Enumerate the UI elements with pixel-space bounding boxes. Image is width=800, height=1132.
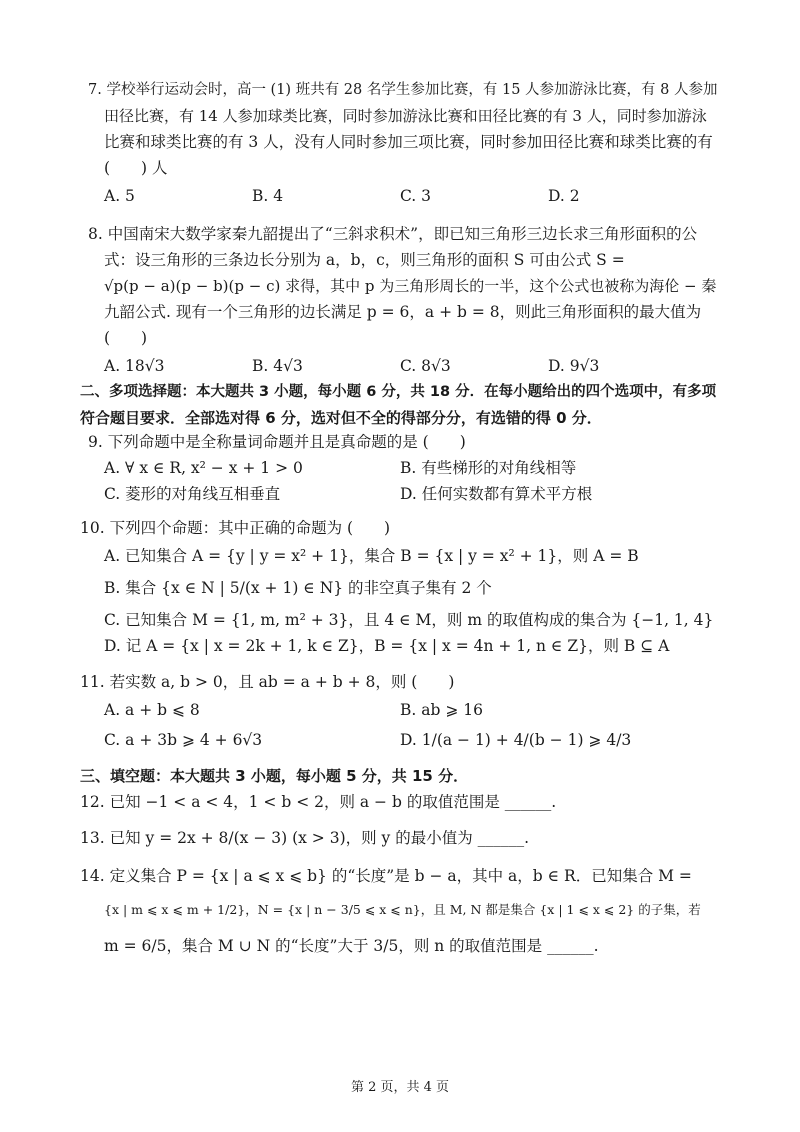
q7-line-3: 比赛和球类比赛的有 3 人，没有人同时参加三项比赛，同时参加田径比赛和球类比赛的有 [104,133,713,151]
q14-line-2: {x | m ⩽ x ⩽ m + 1/2}，N = {x | n − 3/5 ⩽ x ⩽ n}，且 M, N 都是集合 {x | 1 ⩽ x ⩽ 2} 的子集，若 [104,902,701,917]
q8-option-d: D. 9√3 [548,357,600,375]
q7-line-4: ( ) 人 [104,159,168,177]
page-footer: 第 2 页，共 4 页 [350,1080,450,1095]
q8-line-5: ( ) [104,329,148,347]
q7-line-1: 7. 学校举行运动会时，高一 (1) 班共有 28 名学生参加比赛，有 15 人参加游泳比赛，有 8 人参加 [88,82,718,98]
q9-option-c: C. 菱形的对角线互相垂直 [104,485,281,503]
q8-option-a: A. 18√3 [104,357,165,375]
q14-line-3: m = 6/5，集合 M ∪ N 的“长度”大于 3/5，则 n 的取值范围是 ______. [104,937,599,955]
q7-line-2: 田径比赛，有 14 人参加球类比赛，同时参加游泳比赛和田径比赛的有 3 人，同时参加游泳 [104,107,707,125]
q9-stem: 9. 下列命题中是全称量词命题并且是真命题的是 ( ) [88,433,466,451]
q7-option-a: A. 5 [104,187,135,205]
q8-line-2: 式：设三角形的三条边长分别为 a，b，c，则三角形的面积 S 可由公式 S = [104,251,625,269]
q7-option-b: B. 4 [252,187,284,205]
q11-option-a: A. a + b ⩽ 8 [104,701,200,719]
q9-option-b: B. 有些梯形的对角线相等 [400,459,577,477]
q10-stem: 10. 下列四个命题：其中正确的命题为 ( ) [80,519,391,537]
q8-line-1: 8. 中国南宋大数学家秦九韶提出了“三斜求积术”，即已知三角形三边长求三角形面积的公 [88,225,698,243]
q9-option-d: D. 任何实数都有算术平方根 [400,485,593,503]
q13-text: 13. 已知 y = 2x + 8/(x − 3) (x > 3)，则 y 的最小值为 ______. [80,829,530,847]
q7-option-c: C. 3 [400,187,432,205]
section2-heading-line-2: 符合题目要求．全部选对得 6 分，选对但不全的得部分分，有选错的得 0 分． [80,409,602,427]
q8-line-3: √p(p − a)(p − b)(p − c) 求得，其中 p 为三角形周长的一半，这个公式也被称为海伦 − 秦 [104,277,717,295]
q10-option-d: D. 记 A = {x | x = 2k + 1, k ∈ Z}，B = {x | x = 4n + 1, n ∈ Z}，则 B ⊆ A [104,637,670,655]
q11-option-d: D. 1/(a − 1) + 4/(b − 1) ⩾ 4/3 [400,731,632,749]
q11-option-c: C. a + 3b ⩾ 4 + 6√3 [104,731,263,749]
q11-stem: 11. 若实数 a, b > 0，且 ab = a + b + 8，则 ( ) [80,673,455,691]
q14-line-1: 14. 定义集合 P = {x | a ⩽ x ⩽ b} 的“长度”是 b − a，其中 a，b ∈ R．已知集合 M = [80,867,692,885]
q8-line-4: 九韶公式. 现有一个三角形的边长满足 p = 6，a + b = 8，则此三角形面积的最大值为 [104,303,702,321]
q12-text: 12. 已知 −1 < a < 4，1 < b < 2，则 a − b 的取值范围是 ______. [80,793,557,811]
section3-heading: 三、填空题：本大题共 3 小题，每小题 5 分，共 15 分． [80,767,469,785]
q9-option-a: A. ∀ x ∈ R, x² − x + 1 > 0 [104,459,303,477]
q8-option-c: C. 8√3 [400,357,451,375]
q10-option-b: B. 集合 {x ∈ N | 5/(x + 1) ∈ N} 的非空真子集有 2 个 [104,579,492,597]
q7-option-d: D. 2 [548,187,580,205]
q8-option-b: B. 4√3 [252,357,303,375]
q10-option-c: C. 已知集合 M = {1, m, m² + 3}，且 4 ∈ M，则 m 的取值构成的集合为 {−1, 1, 4} [104,611,714,629]
q11-option-b: B. ab ⩾ 16 [400,701,483,719]
section2-heading-line-1: 二、多项选择题：本大题共 3 小题，每小题 6 分，共 18 分．在每小题给出的四个选项中，有多项 [80,384,717,400]
q10-option-a: A. 已知集合 A = {y | y = x² + 1}，集合 B = {x | y = x² + 1}，则 A = B [104,547,639,565]
